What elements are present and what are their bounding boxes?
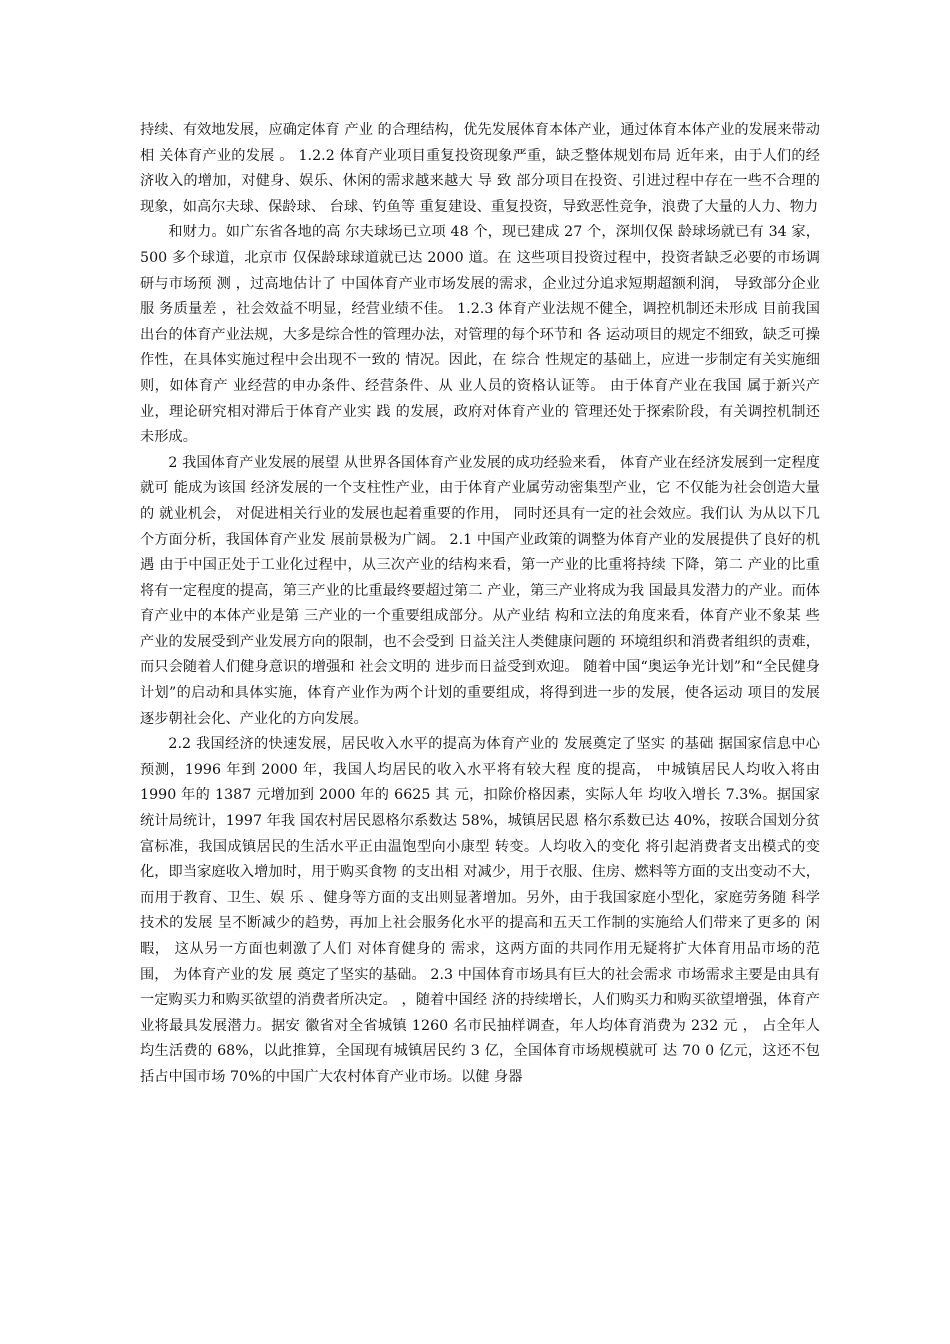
paragraph-3: 2 我国体育产业发展的展望 从世界各国体育产业发展的成功经验来看， 体育产业在经济发展到一定程度就可 能成为该国 经济发展的一个支柱性产业，由于体育产业属劳动密集型产业，它 不仅能为社会创造大量的 就业机会， 对促进相关行业的发展也起着重要的作用， 同时还具有一定的社会效应。我们认 为从以下几个方面分析，我国体育产业发 展前景极为广阔。 2.1 中国产业政策的调整为体育产业的发展提供了良好的机遇 由于中国正处于工业化过程中，从三次产业的结构来看，第一产业的比重将持续 下降，第二 产业的比重将有一定程度的提高，第三产业的比重最终要超过第二 产业，第三产业将成为我 国最具发潜力的产业。而体育产业中的本体产业是第 三产业的一个重要组成部分。从产业结 构和立法的角度来看，体育产业不象某 些产业的发展受到产业发展方向的限制，也不会受到 日益关注人类健康问题的 环境组织和消费者组织的责难，而只会随着人们健身意识的增强和 社会文明的 进步而日益受到欢迎。 随着中国“奥运争光计划”和“全民健身计划”的启动和具体实施，体育产业作为两个计划的重要组成，将得到进一步的发展，使各运动 项目的发展 逐步朝社会化、产业化的方向发展。 xyxy=(140,454,820,727)
paragraph-2: 和财力。如广东省各地的高 尔夫球场已立项 48 个，现已建成 27 个，深圳仅保 龄球场就已有 34 家，500 多个球道，北京市 仅保龄球球道就已达 2000 道。在 这些项目投资过程中，投资者缺乏必要的市场调研与市场预 测 ，过高地估计了 中国体育产业市场发展的需求，企业过分追求短期超额利润， 导致部分企业服 务质量差 ，社会效益不明显，经营业绩不佳。 1.2.3 体育产业法规不健全，调控机制还未形成 目前我国出台的体育产业法规，大多是综合性的管理办法，对管理的每个环节和 各 运动项目的规定不细致，缺乏可操作性，在具体实施过程中会出现不一致的 情况。因此，在 综合 性规定的基础上，应进一步制定有关实施细则，如体育产 业经营的申办条件、经营条件、从 业人员的资格认证等。 由于体育产业在我国 属于新兴产业，理论研究相对滞后于体育产业实 践 的发展，政府对体育产业的 管理还处于探索阶段，有关调控机制还未形成。 xyxy=(140,224,820,446)
paragraph-1: 持续、有效地发展，应确定体育 产业 的合理结构，优先发展体育本体产业，通过体育本体产业的发展来带动相 关体育产业的发展 。 1.2.2 体育产业项目重复投资现象严重，缺乏整体规划布局 近年来，由于人们的经济收入的增加，对健身、娱乐、休闲的需求越来越大 导 致 部分项目在投资、引进过程中存在一些不合理的现象，如高尔夫球、保龄球、 台球、钓鱼等 重复建设、重复投资，导致恶性竞争，浪费了大量的人力、物力 xyxy=(140,122,820,215)
document-body xyxy=(140,118,820,1091)
paragraph-4: 2.2 我国经济的快速发展，居民收入水平的提高为体育产业的 发展奠定了坚实 的基础 据国家信息中心预测，1996 年到 2000 年，我国人均居民的收入水平将有较大程 度的提高， 中城镇居民人均收入将由 1990 年的 1387 元增加到 2000 年的 6625 其 元，扣除价格因素，实际人年 均收入增长 7.3%。据国家统计局统计，1997 年我 国农村居民恩格尔系数达 58%，城镇居民恩 格尔系数已达 40%，按联合国划分贫 富标准，我国成镇居民的生活水平正由温饱型向小康型 转变。人均收入的变化 将引起消费者支出模式的变化，即当家庭收入增加时，用于购买食物 的支出相 对减少，用于衣服、住房、燃料等方面的支出变动不大，而用于教育、卫生、娱 乐 、健身等方面的支出则显著增加。另外，由于我国家庭小型化，家庭劳务随 科学技术的发展 呈不断减少的趋势，再加上社会服务化水平的提高和五天工作制的实施给人们带来了更多的 闲暇， 这从另一方面也刺激了人们 对体育健身的 需求，这两方面的共同作用无疑将扩大体育用品市场的范围， 为体育产业的发 展 奠定了坚实的基础。 2.3 中国体育市场具有巨大的社会需求 市场需求主要是由具有一定购买力和购买欲望的消费者所决定。 ，随着中国经 济的持续增长，人们购买力和购买欲望增强，体育产业将最具发展潜力。据安 徽省对全省城镇 1260 名市民抽样调查，年人均体育消费为 232 元 ， 占全年人 均生活费的 68%，以此推算，全国现有城镇居民约 3 亿，全国体育市场规模就可 达 70 0 亿元，这还不包括占中国市场 70%的中国广大农村体育产业市场。以健 身器 xyxy=(140,736,820,1085)
